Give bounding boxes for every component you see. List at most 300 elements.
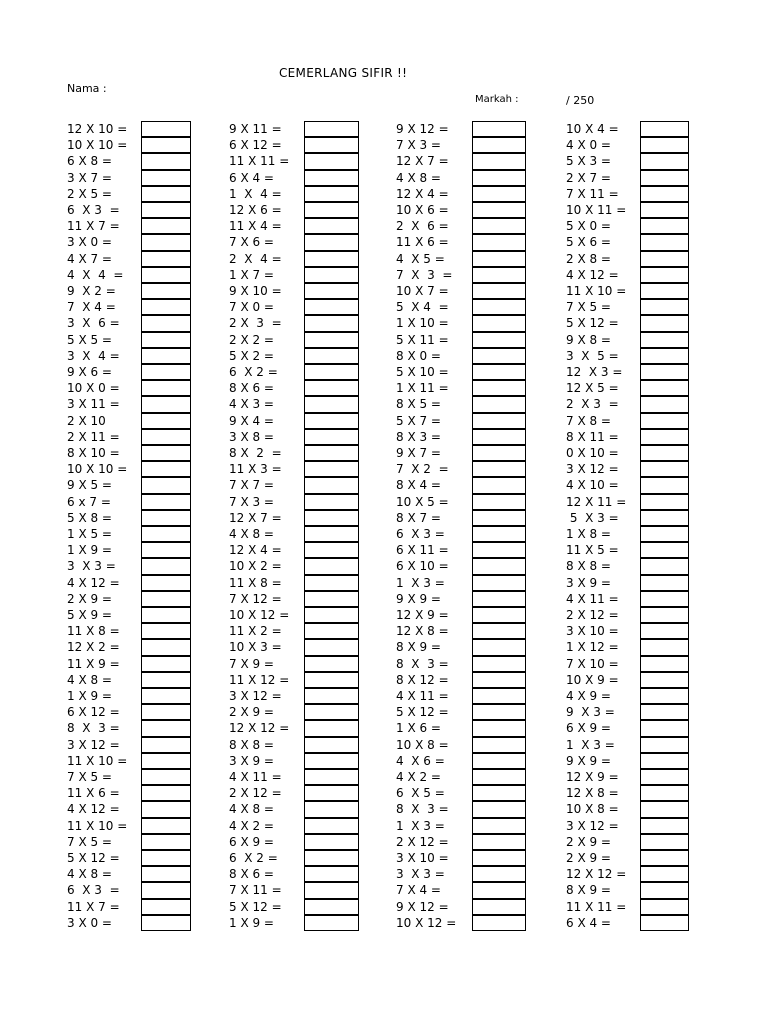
marks-total: / 250: [566, 94, 595, 107]
answer-box[interactable]: [141, 348, 191, 364]
answer-box[interactable]: [472, 477, 526, 493]
answer-box[interactable]: [304, 542, 359, 558]
question-text: 10 X 9 =: [566, 672, 619, 687]
answer-box[interactable]: [472, 801, 526, 817]
answer-box[interactable]: [304, 413, 359, 429]
answer-box[interactable]: [141, 542, 191, 558]
question-text: 7 X 9 =: [229, 656, 274, 671]
answer-box[interactable]: [472, 137, 526, 153]
answer-box[interactable]: [640, 396, 689, 412]
answer-box[interactable]: [141, 299, 191, 315]
answer-box[interactable]: [640, 688, 689, 704]
answer-box[interactable]: [141, 591, 191, 607]
question-text: 9 X 5 =: [67, 478, 112, 493]
answer-box[interactable]: [304, 866, 359, 882]
answer-box[interactable]: [472, 899, 526, 915]
answer-box[interactable]: [304, 688, 359, 704]
answer-box[interactable]: [141, 461, 191, 477]
question-text: 7 X 3 =: [396, 267, 453, 282]
answer-box[interactable]: [141, 785, 191, 801]
answer-box[interactable]: [640, 769, 689, 785]
answer-box[interactable]: [640, 818, 689, 834]
answer-box[interactable]: [304, 623, 359, 639]
answer-box[interactable]: [472, 785, 526, 801]
answer-box[interactable]: [640, 413, 689, 429]
answer-box[interactable]: [472, 202, 526, 218]
answer-box[interactable]: [640, 494, 689, 510]
answer-box[interactable]: [141, 121, 191, 137]
answer-box[interactable]: [141, 639, 191, 655]
question-text: 2 X 9 =: [229, 705, 274, 720]
answer-box[interactable]: [472, 218, 526, 234]
answer-box[interactable]: [640, 121, 689, 137]
question-text: 8 X 8 =: [566, 559, 611, 574]
answer-box[interactable]: [141, 429, 191, 445]
answer-box[interactable]: [304, 656, 359, 672]
question-text: 5 X 12 =: [396, 705, 449, 720]
question-text: 12 X 4 =: [396, 186, 449, 201]
question-text: 5 X 10 =: [396, 365, 449, 379]
answer-box[interactable]: [304, 704, 359, 720]
answer-box[interactable]: [141, 413, 191, 429]
answer-box[interactable]: [640, 251, 689, 267]
answer-box[interactable]: [304, 186, 359, 202]
question-text: 8 X 11 =: [566, 429, 619, 444]
answer-box[interactable]: [141, 834, 191, 850]
question-text: 1 X 11 =: [396, 381, 449, 396]
answer-box[interactable]: [304, 396, 359, 412]
question-text: 3 X 11 =: [67, 397, 120, 412]
question-text: 8 X 9 =: [396, 640, 441, 655]
question-text: 12 X 5 =: [566, 381, 619, 396]
question-text: 3 X 12 =: [67, 737, 120, 752]
question-text: 4 X 12 =: [67, 575, 120, 590]
answer-box[interactable]: [304, 834, 359, 850]
answer-box[interactable]: [472, 510, 526, 526]
answer-box[interactable]: [304, 607, 359, 623]
answer-box[interactable]: [472, 753, 526, 769]
question-text: 3 X 6 =: [67, 316, 120, 331]
answer-box[interactable]: [304, 137, 359, 153]
answer-box[interactable]: [472, 915, 526, 931]
answer-box[interactable]: [640, 575, 689, 591]
answer-box[interactable]: [304, 429, 359, 445]
answer-box[interactable]: [472, 639, 526, 655]
question-text: 7 X 5 =: [67, 834, 112, 849]
question-text: 8 X 6 =: [229, 867, 274, 882]
question-text: 3 X 0 =: [67, 915, 112, 930]
question-text: 4 X 10 =: [566, 478, 619, 493]
answer-box[interactable]: [141, 704, 191, 720]
answer-box[interactable]: [304, 170, 359, 186]
question-text: 8 X 3 =: [396, 656, 449, 671]
answer-box[interactable]: [472, 445, 526, 461]
answer-box[interactable]: [472, 121, 526, 137]
answer-box[interactable]: [141, 396, 191, 412]
answer-box[interactable]: [304, 332, 359, 348]
answer-box[interactable]: [141, 623, 191, 639]
question-text: 3 X 9 =: [229, 753, 274, 768]
answer-box[interactable]: [304, 218, 359, 234]
question-text: 10 X 2 =: [229, 559, 282, 574]
answer-box[interactable]: [472, 153, 526, 169]
answer-box[interactable]: [640, 283, 689, 299]
answer-box[interactable]: [640, 380, 689, 396]
question-text: 11 X 7 =: [67, 219, 120, 234]
question-text: 7 X 0 =: [229, 300, 274, 315]
question-text: 2 X 12 =: [229, 786, 282, 801]
question-text: 8 X 0 =: [396, 348, 441, 363]
question-text: 8 X 3 =: [396, 429, 441, 444]
answer-box[interactable]: [304, 526, 359, 542]
question-text: 1 X 9 =: [67, 689, 112, 703]
answer-box[interactable]: [640, 704, 689, 720]
answer-box[interactable]: [472, 834, 526, 850]
question-text: 8 X 3 =: [67, 721, 120, 736]
answer-box[interactable]: [304, 461, 359, 477]
answer-box[interactable]: [472, 299, 526, 315]
answer-box[interactable]: [640, 202, 689, 218]
answer-box[interactable]: [304, 915, 359, 931]
answer-box[interactable]: [472, 413, 526, 429]
answer-box[interactable]: [304, 234, 359, 250]
answer-box[interactable]: [640, 656, 689, 672]
answer-box[interactable]: [640, 267, 689, 283]
question-text: 4 X 2 =: [396, 770, 441, 784]
answer-box[interactable]: [640, 607, 689, 623]
question-text: 9 X 3 =: [566, 705, 615, 720]
question-text: 8 X 2 =: [229, 446, 282, 460]
answer-box[interactable]: [141, 575, 191, 591]
answer-box[interactable]: [141, 607, 191, 623]
answer-box[interactable]: [640, 850, 689, 866]
answer-box[interactable]: [472, 364, 526, 380]
answer-box[interactable]: [141, 267, 191, 283]
answer-box[interactable]: [640, 542, 689, 558]
answer-box[interactable]: [304, 299, 359, 315]
answer-box[interactable]: [141, 283, 191, 299]
question-text: 1 X 3 =: [396, 575, 445, 590]
question-text: 1 X 12 =: [566, 640, 619, 655]
question-text: 2 X 4 =: [229, 251, 282, 266]
question-text: 3 X 5 =: [566, 348, 619, 363]
question-text: 6 x 7 =: [67, 494, 111, 509]
answer-box[interactable]: [141, 251, 191, 267]
answer-box[interactable]: [141, 688, 191, 704]
answer-box[interactable]: [304, 348, 359, 364]
question-text: 5 X 3 =: [566, 510, 619, 525]
answer-box[interactable]: [472, 170, 526, 186]
question-text: 6 X 4 =: [229, 170, 274, 185]
answer-box[interactable]: [640, 429, 689, 445]
question-text: 10 X 10 =: [67, 138, 128, 153]
answer-box[interactable]: [640, 332, 689, 348]
answer-box[interactable]: [141, 380, 191, 396]
question-text: 8 X 8 =: [229, 737, 274, 752]
answer-box[interactable]: [472, 332, 526, 348]
answer-box[interactable]: [640, 526, 689, 542]
answer-box[interactable]: [472, 737, 526, 753]
question-text: 5 X 11 =: [396, 332, 449, 347]
question-text: 11 X 10 =: [67, 818, 128, 833]
answer-box[interactable]: [304, 477, 359, 493]
answer-box[interactable]: [640, 785, 689, 801]
question-text: 2 X 3 =: [566, 397, 619, 412]
answer-box[interactable]: [141, 218, 191, 234]
question-text: 4 X 9 =: [566, 689, 611, 703]
answer-box[interactable]: [472, 348, 526, 364]
answer-box[interactable]: [640, 899, 689, 915]
question-text: 1 X 9 =: [67, 543, 112, 558]
question-text: 4 X 12 =: [566, 267, 619, 282]
question-text: 8 X 3 =: [396, 802, 449, 817]
answer-box[interactable]: [304, 510, 359, 526]
answer-box[interactable]: [304, 251, 359, 267]
answer-box[interactable]: [472, 315, 526, 331]
answer-box[interactable]: [304, 494, 359, 510]
answer-box[interactable]: [141, 850, 191, 866]
question-text: 1 X 4 =: [229, 186, 282, 201]
answer-box[interactable]: [640, 639, 689, 655]
answer-box[interactable]: [304, 153, 359, 169]
answer-box[interactable]: [640, 170, 689, 186]
answer-box[interactable]: [472, 672, 526, 688]
question-text: 6 X 9 =: [566, 721, 611, 736]
question-text: 6 X 4 =: [566, 915, 611, 930]
answer-box[interactable]: [304, 769, 359, 785]
answer-box[interactable]: [472, 882, 526, 898]
answer-box[interactable]: [472, 769, 526, 785]
answer-box[interactable]: [472, 461, 526, 477]
question-text: 11 X 10 =: [67, 753, 128, 768]
question-text: 5 X 12 =: [67, 851, 120, 865]
answer-box[interactable]: [472, 234, 526, 250]
answer-box[interactable]: [304, 591, 359, 607]
question-text: 6 X 5 =: [396, 786, 445, 801]
question-text: 2 X 8 =: [566, 251, 611, 266]
answer-box[interactable]: [472, 720, 526, 736]
question-text: 4 X 11 =: [566, 591, 619, 606]
answer-box[interactable]: [304, 445, 359, 461]
question-text: 10 X 0 =: [67, 381, 120, 396]
answer-box[interactable]: [472, 688, 526, 704]
answer-box[interactable]: [141, 510, 191, 526]
answer-box[interactable]: [472, 283, 526, 299]
question-text: 6 X 9 =: [229, 834, 274, 849]
answer-box[interactable]: [304, 639, 359, 655]
answer-box[interactable]: [141, 170, 191, 186]
answer-box[interactable]: [141, 558, 191, 574]
answer-box[interactable]: [472, 251, 526, 267]
answer-box[interactable]: [304, 899, 359, 915]
question-text: 11 X 11 =: [229, 154, 290, 169]
answer-box[interactable]: [141, 656, 191, 672]
answer-box[interactable]: [640, 137, 689, 153]
answer-box[interactable]: [640, 315, 689, 331]
question-text: 6 X 10 =: [396, 559, 449, 574]
answer-box[interactable]: [141, 137, 191, 153]
answer-box[interactable]: [141, 494, 191, 510]
answer-box[interactable]: [141, 720, 191, 736]
answer-box[interactable]: [472, 656, 526, 672]
answer-box[interactable]: [640, 234, 689, 250]
answer-box[interactable]: [304, 558, 359, 574]
answer-box[interactable]: [640, 510, 689, 526]
answer-box[interactable]: [640, 153, 689, 169]
answer-box[interactable]: [304, 801, 359, 817]
answer-box[interactable]: [141, 364, 191, 380]
answer-box[interactable]: [640, 834, 689, 850]
answer-box[interactable]: [472, 818, 526, 834]
answer-box[interactable]: [304, 380, 359, 396]
answer-box[interactable]: [472, 380, 526, 396]
answer-box[interactable]: [141, 818, 191, 834]
answer-box[interactable]: [472, 850, 526, 866]
answer-box[interactable]: [304, 283, 359, 299]
answer-box[interactable]: [640, 558, 689, 574]
answer-box[interactable]: [640, 882, 689, 898]
question-text: 5 X 12 =: [229, 899, 282, 914]
question-text: 8 X 10 =: [67, 446, 120, 460]
answer-box[interactable]: [304, 737, 359, 753]
answer-box[interactable]: [640, 737, 689, 753]
answer-box[interactable]: [472, 186, 526, 202]
answer-box[interactable]: [472, 623, 526, 639]
answer-box[interactable]: [304, 672, 359, 688]
answer-box[interactable]: [141, 753, 191, 769]
question-text: 2 X 7 =: [566, 170, 611, 185]
answer-box[interactable]: [472, 526, 526, 542]
answer-box[interactable]: [472, 429, 526, 445]
answer-box[interactable]: [472, 267, 526, 283]
answer-box[interactable]: [141, 315, 191, 331]
answer-box[interactable]: [640, 672, 689, 688]
question-text: 9 X 7 =: [396, 446, 441, 460]
answer-box[interactable]: [472, 558, 526, 574]
answer-box[interactable]: [141, 899, 191, 915]
answer-box[interactable]: [304, 753, 359, 769]
question-text: 7 X 5 =: [67, 770, 112, 784]
question-text: 8 X 9 =: [566, 883, 611, 898]
answer-box[interactable]: [640, 801, 689, 817]
question-text: 8 X 7 =: [396, 510, 441, 525]
answer-box[interactable]: [640, 720, 689, 736]
answer-box[interactable]: [472, 396, 526, 412]
answer-box[interactable]: [304, 818, 359, 834]
question-text: 7 X 10 =: [566, 656, 619, 671]
answer-box[interactable]: [640, 445, 689, 461]
answer-box[interactable]: [141, 915, 191, 931]
question-text: 4 X 11 =: [229, 770, 282, 784]
question-text: 12 X 9 =: [396, 608, 449, 622]
answer-box[interactable]: [141, 672, 191, 688]
answer-box[interactable]: [472, 866, 526, 882]
question-text: 12 X 4 =: [229, 543, 282, 558]
answer-box[interactable]: [141, 769, 191, 785]
answer-box[interactable]: [472, 704, 526, 720]
question-text: 5 X 2 =: [229, 348, 274, 363]
answer-box[interactable]: [304, 785, 359, 801]
answer-box[interactable]: [141, 202, 191, 218]
answer-box[interactable]: [304, 315, 359, 331]
answer-box[interactable]: [141, 882, 191, 898]
answer-box[interactable]: [141, 234, 191, 250]
question-text: 6 X 3 =: [67, 883, 120, 898]
answer-box[interactable]: [472, 591, 526, 607]
answer-box[interactable]: [640, 591, 689, 607]
question-text: 11 X 2 =: [229, 624, 282, 639]
question-text: 10 X 8 =: [396, 737, 449, 752]
answer-box[interactable]: [640, 299, 689, 315]
question-text: 4 X 5 =: [396, 251, 445, 266]
answer-box[interactable]: [141, 445, 191, 461]
question-text: 5 X 9 =: [67, 608, 112, 622]
question-text: 10 X 3 =: [229, 640, 282, 655]
answer-box[interactable]: [640, 866, 689, 882]
question-text: 3 X 4 =: [67, 348, 120, 363]
answer-box[interactable]: [304, 720, 359, 736]
answer-box[interactable]: [141, 153, 191, 169]
answer-box[interactable]: [141, 866, 191, 882]
answer-box[interactable]: [304, 121, 359, 137]
question-text: 9 X 10 =: [229, 284, 282, 298]
question-text: 9 X 12 =: [396, 122, 449, 136]
answer-box[interactable]: [304, 882, 359, 898]
question-text: 1 X 10 =: [396, 316, 449, 331]
question-text: 10 X 7 =: [396, 284, 449, 298]
answer-box[interactable]: [472, 542, 526, 558]
answer-box[interactable]: [472, 575, 526, 591]
answer-box[interactable]: [640, 218, 689, 234]
answer-box[interactable]: [472, 607, 526, 623]
question-text: 10 X 12 =: [229, 608, 290, 622]
question-text: 9 X 6 =: [67, 365, 112, 379]
answer-box[interactable]: [640, 186, 689, 202]
answer-box[interactable]: [304, 202, 359, 218]
answer-box[interactable]: [141, 477, 191, 493]
question-text: 4 X 2 =: [229, 818, 274, 833]
question-text: 7 X 4 =: [67, 300, 116, 315]
answer-box[interactable]: [640, 915, 689, 931]
question-text: 5 X 4 =: [396, 300, 449, 315]
question-text: 4 X 4 =: [67, 267, 124, 282]
question-text: 10 X 5 =: [396, 494, 449, 509]
answer-box[interactable]: [640, 753, 689, 769]
question-text: 5 X 0 =: [566, 219, 611, 234]
answer-box[interactable]: [141, 737, 191, 753]
question-text: 12 X 7 =: [396, 154, 449, 169]
answer-box[interactable]: [640, 348, 689, 364]
answer-box[interactable]: [640, 623, 689, 639]
answer-box[interactable]: [640, 364, 689, 380]
question-text: 3 X 10 =: [566, 624, 619, 639]
answer-box[interactable]: [640, 461, 689, 477]
question-text: 9 X 9 =: [566, 753, 611, 768]
answer-box[interactable]: [141, 526, 191, 542]
answer-box[interactable]: [141, 801, 191, 817]
answer-box[interactable]: [304, 850, 359, 866]
question-text: 7 X 5 =: [566, 300, 611, 315]
answer-box[interactable]: [304, 364, 359, 380]
question-text: 2 X 2 =: [229, 332, 274, 347]
answer-box[interactable]: [141, 332, 191, 348]
answer-box[interactable]: [304, 575, 359, 591]
answer-box[interactable]: [304, 267, 359, 283]
answer-box[interactable]: [640, 477, 689, 493]
answer-box[interactable]: [472, 494, 526, 510]
question-text: 3 X 12 =: [229, 689, 282, 703]
answer-box[interactable]: [141, 186, 191, 202]
